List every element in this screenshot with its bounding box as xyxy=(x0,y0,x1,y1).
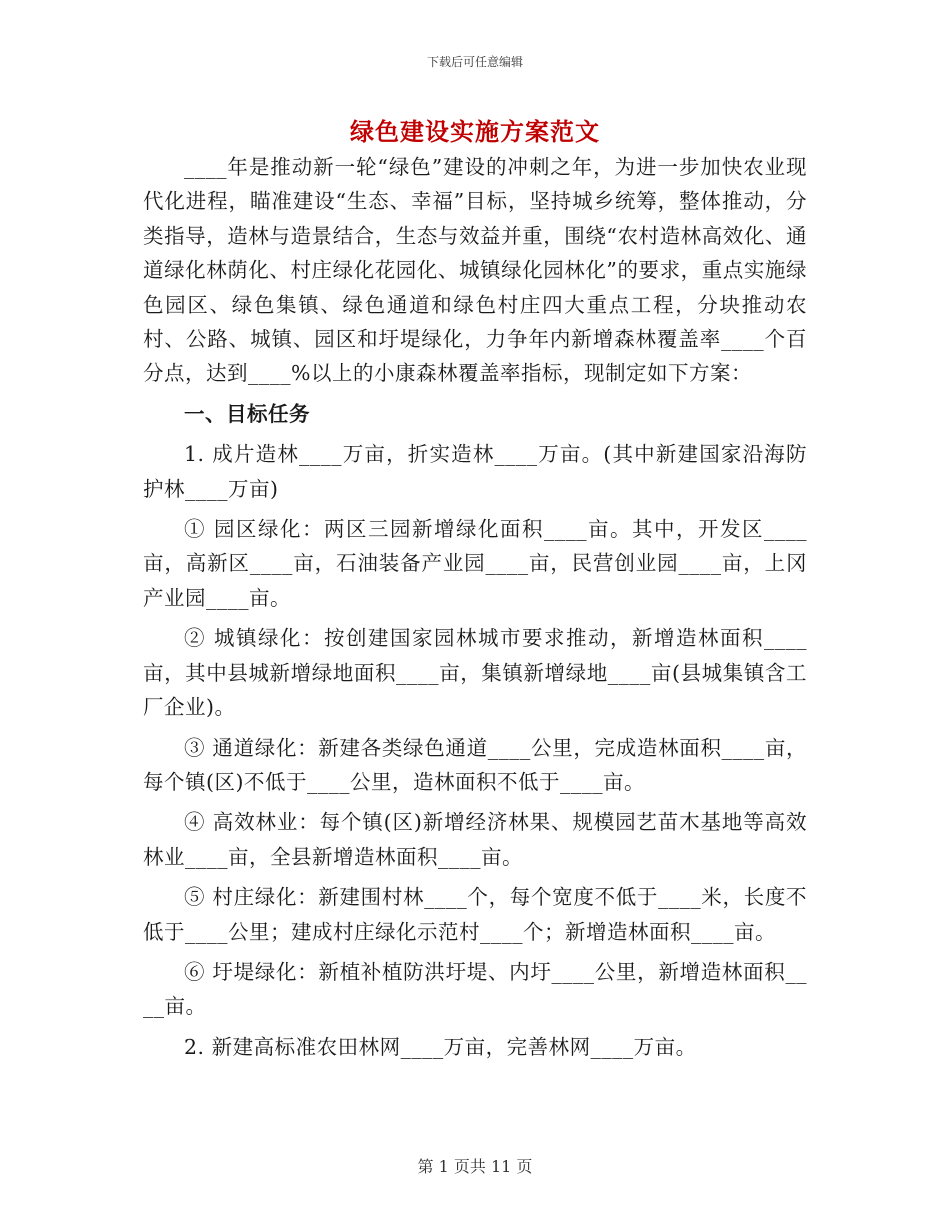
list-item: 1. 成片造林____万亩，折实造林____万亩。(其中新建国家沿海防护林____万亩) xyxy=(143,442,807,501)
document-body xyxy=(143,150,807,1064)
page-footer: 第 1 页共 11 页 xyxy=(417,1157,533,1176)
list-item: ⑤ 村庄绿化：新建围村林____个，每个宽度不低于____米，长度不低于____公里；建成村庄绿化示范村____个；新增造林面积____亩。 xyxy=(143,885,807,944)
list-item: ④ 高效林业：每个镇(区)新增经济林果、规模园艺苗木基地等高效林业____亩，全县新增造林面积____亩。 xyxy=(143,810,807,869)
document-title: 绿色建设实施方案范文 xyxy=(350,117,600,146)
list-item: ② 城镇绿化：按创建国家园林城市要求推动，新增造林面积____亩，其中县城新增绿地面积____亩，集镇新增绿地____亩(县城集镇含工厂企业)。 xyxy=(143,626,807,720)
list-item: ③ 通道绿化：新建各类绿色通道____公里，完成造林面积____亩，每个镇(区)不低于____公里，造林面积不低于____亩。 xyxy=(143,735,807,794)
list-item: ⑥ 圩堤绿化：新植补植防洪圩堤、内圩____公里，新增造林面积____亩。 xyxy=(143,959,807,1019)
list-item: ① 园区绿化：两区三园新增绿化面积____亩。其中，开发区____亩，高新区____亩，石油装备产业园____亩，民营创业园____亩，上冈产业园____亩。 xyxy=(143,517,807,610)
intro-paragraph: ____年是推动新一轮“绿色”建设的冲刺之年，为进一步加快农业现代化进程，瞄准建设“生态、幸福”目标，坚持城乡统筹，整体推动，分类指导，造林与造景结合，生态与效益并重，围绕“农村造林高效化、通道绿化林荫化、村庄绿化花园化、城镇绿化园林化”的要求，重点实施绿色园区、绿色集镇、绿色通道和绿色村庄四大重点工程，分块推动农村、公路、城镇、园区和圩堤绿化，力争年内新增森林覆盖率____个百分点，达到____%以上的小康森林覆盖率指标，现制定如下方案： xyxy=(143,155,807,386)
section-heading: 一、目标任务 xyxy=(184,401,310,426)
header-note: 下载后可任意编辑 xyxy=(426,55,523,69)
list-item: 2. 新建高标准农田林网____万亩，完善林网____万亩。 xyxy=(184,1034,697,1059)
